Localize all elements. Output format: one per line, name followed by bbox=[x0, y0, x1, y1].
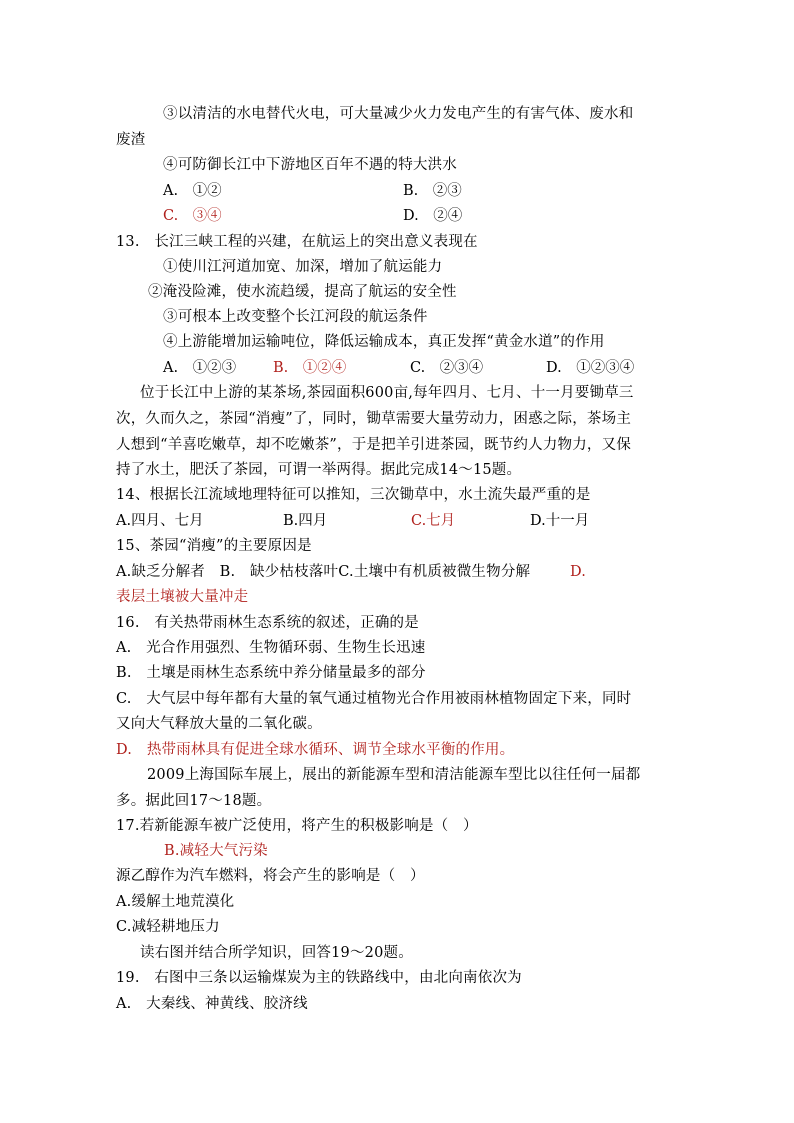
question-14: 14、根据长江流域地理特征可以推知，三次锄草中，水土流失最严重的是 bbox=[116, 487, 591, 503]
option-a: A. ①②③ bbox=[163, 360, 237, 376]
option-b-answer: B. ①②④ bbox=[273, 360, 347, 376]
passage-line: 人想到“羊喜吃嫩草，却不吃嫩茶”，于是把羊引进茶园，既节约人力物力，又保 bbox=[116, 437, 632, 453]
answer-d-label: D. bbox=[570, 564, 587, 580]
text-line: ③可根本上改变整个长江河段的航运条件 bbox=[163, 309, 428, 325]
option-d: D. ①②③④ bbox=[546, 360, 635, 376]
option-d: D. ②④ bbox=[403, 208, 463, 224]
answer-b: B.减轻大气污染 bbox=[164, 843, 268, 859]
option-c: C. 大气层中每年都有大量的氧气通过植物光合作用被雨林植物固定下来，同时 bbox=[116, 691, 632, 707]
text-line: ④上游能增加运输吨位，降低运输成本，真正发挥“黄金水道”的作用 bbox=[163, 334, 605, 350]
question-19: 19. 右图中三条以运输煤炭为主的铁路线中，由北向南依次为 bbox=[116, 970, 522, 986]
option-c-answer: C. ③④ bbox=[163, 208, 222, 224]
option-a: A. 光合作用强烈、生物循环弱、生物生长迅速 bbox=[116, 640, 426, 656]
answer-text: 表层土壤被大量冲走 bbox=[116, 589, 249, 605]
option-b: B.四月 bbox=[283, 513, 328, 529]
text-line: ①使川江河道加宽、加深，增加了航运能力 bbox=[163, 259, 443, 275]
passage-line: 位于长江中上游的某茶场,茶园面积600亩,每年四月、七月、十一月要锄草三 bbox=[140, 385, 634, 401]
option-b: B. 土壤是雨林生态系统中养分储量最多的部分 bbox=[116, 665, 426, 681]
option-a: A. 大秦线、神黄线、胶济线 bbox=[116, 996, 308, 1012]
option-c-answer: C.七月 bbox=[411, 513, 456, 529]
text-line: A.缺乏分解者 B. 缺少枯枝落叶C.土壤中有机质被微生物分解 bbox=[116, 564, 531, 580]
text-line: 又向大气释放大量的二氧化碳。 bbox=[116, 716, 322, 732]
option-a: A.四月、七月 bbox=[116, 513, 204, 529]
passage-line: 持了水土，肥沃了茶园，可谓一举两得。据此完成14～15题。 bbox=[116, 462, 522, 478]
text-line: ③以清洁的水电替代火电，可大量减少火力发电产生的有害气体、废水和 bbox=[163, 106, 634, 122]
option-b: B. ②③ bbox=[403, 183, 462, 199]
text-line: 废渣 bbox=[116, 132, 146, 148]
text-line: ②淹没险滩，使水流趋缓，提高了航运的安全性 bbox=[148, 284, 457, 300]
text-line: ④可防御长江中下游地区百年不遇的特大洪水 bbox=[163, 157, 457, 173]
option-a: A.缓解土地荒漠化 bbox=[116, 894, 235, 910]
passage-line: 次，久而久之，茶园“消瘦”了，同时，锄草需要大量劳动力，困惑之际，茶场主 bbox=[116, 411, 632, 427]
option-d-answer: D. 热带雨林具有促进全球水循环、调节全球水平衡的作用。 bbox=[116, 742, 515, 758]
question-13: 13. 长江三峡工程的兴建，在航运上的突出意义表现在 bbox=[116, 234, 478, 250]
question-15: 15、茶园“消瘦”的主要原因是 bbox=[116, 538, 312, 554]
option-d: D.十一月 bbox=[530, 513, 590, 529]
passage-line: 2009上海国际车展上，展出的新能源车型和清洁能源车型比以往任何一届都 bbox=[147, 767, 641, 783]
instruction-line: 读右图并结合所学知识，回答19～20题。 bbox=[140, 945, 413, 961]
option-c: C. ②③④ bbox=[410, 360, 484, 376]
passage-line: 多。据此回17～18题。 bbox=[116, 793, 272, 809]
question-17: 17.若新能源车被广泛使用，将产生的积极影响是（ ） bbox=[116, 818, 478, 834]
text-line: 源乙醇作为汽车燃料，将会产生的影响是（ ） bbox=[116, 868, 425, 884]
option-a: A. ①② bbox=[163, 183, 222, 199]
option-c: C.减轻耕地压力 bbox=[116, 919, 220, 935]
question-16: 16. 有关热带雨林生态系统的叙述，正确的是 bbox=[116, 615, 419, 631]
